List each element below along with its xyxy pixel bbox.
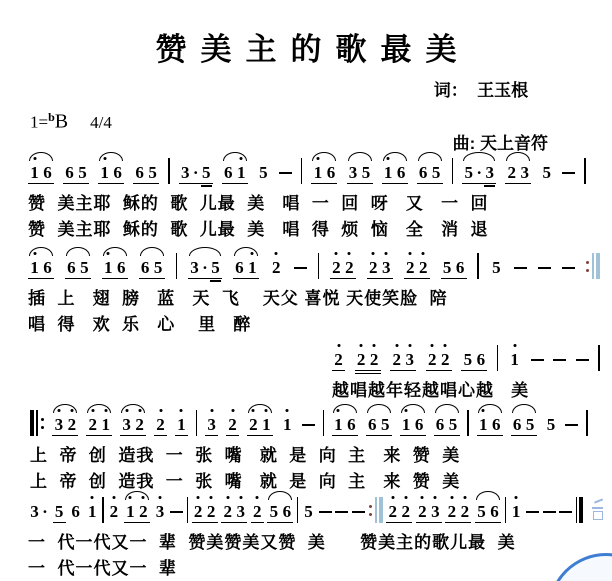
note-group bbox=[175, 406, 188, 436]
barline bbox=[297, 497, 299, 523]
note: 5 bbox=[448, 415, 458, 434]
note-group bbox=[52, 406, 78, 436]
note-group bbox=[205, 406, 218, 436]
note: 5 bbox=[431, 163, 441, 182]
note-group bbox=[400, 406, 426, 436]
note: 1 bbox=[510, 493, 523, 520]
note-group bbox=[510, 493, 523, 524]
note-group bbox=[545, 406, 558, 437]
note: 3 bbox=[205, 406, 218, 433]
note-group bbox=[221, 493, 247, 523]
note: 2 bbox=[426, 341, 439, 368]
note: 1 bbox=[400, 406, 413, 433]
note: 2 bbox=[439, 341, 452, 368]
note: 1 bbox=[311, 154, 324, 181]
lyric-line: 上 帝 创 造我 一 张 嘴 就 是 向 主 来 赞 美 bbox=[30, 472, 461, 492]
note: 2 bbox=[330, 249, 343, 276]
note-group bbox=[330, 249, 356, 279]
note: 2 bbox=[205, 493, 218, 520]
note: 6 bbox=[490, 502, 499, 521]
note: 1 bbox=[28, 249, 41, 276]
final-barline bbox=[576, 497, 584, 523]
note: 2 bbox=[390, 341, 403, 368]
note: 5 bbox=[209, 249, 222, 276]
note: 6 bbox=[43, 163, 52, 182]
note-group bbox=[332, 341, 345, 371]
duration-dash bbox=[562, 267, 575, 269]
note: 2 bbox=[154, 406, 167, 433]
note: 6 bbox=[455, 258, 465, 277]
note: 1 bbox=[124, 493, 137, 520]
barline bbox=[497, 345, 499, 371]
lyric-line: 一 代一代又一 辈 赞美赞美又赞 美 赞美主的歌儿最 美 bbox=[28, 533, 516, 552]
note: 2 bbox=[221, 493, 234, 520]
note-group bbox=[69, 493, 82, 524]
notes-row bbox=[28, 150, 586, 184]
note: 5 bbox=[492, 257, 501, 277]
note: 1 bbox=[246, 249, 259, 276]
barline bbox=[586, 410, 588, 436]
note-group bbox=[386, 493, 412, 523]
duration-dash bbox=[526, 511, 539, 513]
note: 2 bbox=[417, 249, 430, 276]
note: 2 bbox=[86, 406, 99, 433]
note: 2 bbox=[192, 493, 205, 520]
lyric-line: 插 上 翅 膀 蓝 天 飞 天父 喜悦 天使笑脸 陪 bbox=[28, 289, 448, 308]
note: 2 bbox=[458, 493, 471, 520]
note: 5 bbox=[80, 258, 89, 277]
note: 6 bbox=[512, 415, 522, 434]
note-group bbox=[133, 154, 159, 184]
note-group bbox=[311, 154, 337, 184]
note-group bbox=[417, 154, 443, 184]
note: 2 bbox=[247, 406, 260, 433]
note: 5 bbox=[361, 163, 371, 182]
note: 6 bbox=[396, 163, 406, 182]
flat-sign: b bbox=[48, 110, 55, 124]
note: 6 bbox=[113, 163, 122, 182]
repeat-dots bbox=[369, 505, 372, 516]
note: 2 bbox=[251, 493, 264, 520]
note-group bbox=[124, 493, 150, 523]
lyric-line: 赞 美主耶 稣的 歌 儿最 美 唱 一 回 呀 又 一 回 bbox=[28, 194, 489, 213]
repeat-start-barline bbox=[30, 410, 45, 436]
note: 1 bbox=[508, 341, 521, 368]
note-group bbox=[477, 406, 503, 436]
note: 5 bbox=[381, 415, 390, 434]
note: 3 bbox=[120, 406, 133, 433]
duration-dash bbox=[302, 424, 315, 426]
note-group bbox=[426, 341, 452, 371]
note: 1 bbox=[477, 406, 490, 433]
barline bbox=[168, 158, 170, 184]
note-group bbox=[222, 154, 248, 184]
time-signature: 4/4 bbox=[90, 112, 112, 132]
note: 6 bbox=[282, 502, 292, 521]
note: 5 bbox=[525, 415, 535, 434]
repeat-end-barline bbox=[585, 253, 600, 279]
note-group bbox=[28, 493, 49, 524]
note-group bbox=[251, 493, 264, 523]
note-group bbox=[404, 249, 430, 279]
note: 3 bbox=[520, 163, 529, 182]
note-group bbox=[382, 154, 408, 184]
note: 6 bbox=[224, 163, 233, 182]
note-group bbox=[505, 154, 531, 184]
note: 5 bbox=[259, 162, 268, 182]
note: 5 bbox=[542, 162, 552, 182]
note: 6 bbox=[43, 258, 52, 277]
note: 3 bbox=[483, 154, 496, 181]
note: 2 bbox=[137, 493, 150, 520]
note-group bbox=[153, 493, 166, 524]
note: 1 bbox=[175, 406, 188, 433]
note: 3 bbox=[380, 249, 393, 276]
music-system bbox=[332, 337, 600, 402]
note-group bbox=[511, 406, 537, 436]
note-group bbox=[65, 249, 91, 279]
notes-row bbox=[28, 489, 606, 523]
key-letter: B bbox=[54, 110, 69, 133]
key-prefix: 1= bbox=[30, 112, 49, 132]
note: 6 bbox=[347, 415, 356, 434]
note: 1 bbox=[99, 406, 112, 433]
barline bbox=[467, 410, 469, 436]
barline bbox=[318, 253, 320, 279]
song-title: 赞美主的歌最美 bbox=[155, 32, 471, 67]
note: 1 bbox=[260, 406, 273, 433]
note: 6 bbox=[414, 415, 424, 434]
note: 2 bbox=[399, 493, 412, 520]
note-group bbox=[475, 493, 501, 523]
duration-dash bbox=[576, 359, 589, 361]
note-group bbox=[188, 249, 222, 279]
augmentation-dot: · bbox=[476, 163, 483, 182]
note-group bbox=[490, 249, 503, 280]
barline bbox=[323, 410, 325, 436]
note-group bbox=[270, 249, 283, 280]
barline bbox=[598, 345, 600, 371]
duration-dash bbox=[279, 172, 292, 174]
augmentation-dot: · bbox=[202, 258, 208, 277]
barline bbox=[584, 158, 586, 184]
key-signature bbox=[30, 110, 112, 134]
duration-dash bbox=[335, 511, 348, 513]
duration-dash bbox=[559, 511, 572, 513]
note-group bbox=[367, 249, 393, 279]
note: 6 bbox=[65, 163, 74, 182]
notes-row bbox=[332, 337, 600, 371]
note: 1 bbox=[86, 493, 99, 520]
note: 3 bbox=[403, 341, 416, 368]
note: 1 bbox=[98, 154, 111, 181]
note: 3 bbox=[429, 493, 442, 520]
composer-credit: 曲: 天上音符 bbox=[452, 133, 548, 153]
note-group bbox=[416, 493, 442, 523]
note: 5 bbox=[54, 502, 64, 521]
note-group bbox=[86, 406, 112, 436]
note: 2 bbox=[445, 493, 458, 520]
note-group bbox=[179, 154, 213, 184]
note: 6 bbox=[140, 258, 150, 277]
note: 3 bbox=[348, 163, 358, 182]
note-group bbox=[53, 493, 66, 523]
note-group bbox=[347, 154, 373, 184]
note-group bbox=[28, 249, 54, 279]
music-system bbox=[30, 402, 588, 493]
note: 6 bbox=[326, 163, 336, 182]
note: 2 bbox=[404, 249, 417, 276]
duration-dash bbox=[294, 267, 307, 269]
lyricist-credit: 词： 王玉根 bbox=[433, 81, 529, 100]
lyric-line: 一 代一代又一 辈 bbox=[28, 559, 177, 579]
barline bbox=[102, 497, 104, 523]
note-group bbox=[267, 493, 293, 523]
note: 6 bbox=[117, 258, 126, 277]
note-group bbox=[445, 493, 471, 523]
note: 2 bbox=[416, 493, 429, 520]
note-group bbox=[281, 406, 294, 437]
note: 2 bbox=[65, 406, 78, 433]
notes-row bbox=[28, 245, 600, 279]
note: 5 bbox=[200, 154, 213, 181]
note: 2 bbox=[367, 249, 380, 276]
note: 2 bbox=[386, 493, 399, 520]
note: 5 bbox=[148, 163, 157, 182]
note: 1 bbox=[28, 154, 41, 181]
note-group bbox=[462, 154, 496, 184]
note: 5 bbox=[269, 502, 279, 521]
note: 6 bbox=[368, 415, 377, 434]
note-group bbox=[441, 249, 467, 279]
note: 2 bbox=[507, 163, 516, 182]
note-group bbox=[63, 154, 89, 184]
note: 6 bbox=[492, 415, 501, 434]
note-group bbox=[98, 154, 124, 184]
note-group bbox=[28, 154, 54, 184]
note: 6 bbox=[71, 501, 80, 521]
note: 2 bbox=[133, 406, 146, 433]
note: 6 bbox=[67, 258, 76, 277]
duration-dash bbox=[543, 511, 556, 513]
note: 6 bbox=[435, 415, 445, 434]
lyric-line: 赞 美主耶 稣的 歌 儿最 美 唱 得 烦 恼 全 消 退 bbox=[28, 220, 489, 240]
note-group bbox=[540, 154, 553, 185]
note-group bbox=[120, 406, 146, 436]
note: 1 bbox=[235, 154, 248, 181]
augmentation-dot: · bbox=[192, 163, 199, 182]
duration-dash bbox=[170, 511, 183, 513]
music-system bbox=[28, 150, 586, 241]
barline bbox=[505, 497, 507, 523]
note-group bbox=[247, 406, 273, 436]
note: 5 bbox=[442, 258, 452, 277]
note: 6 bbox=[235, 258, 244, 277]
lyric-line: 越唱越年轻越唱心越 美 bbox=[332, 381, 530, 400]
augmentation-dot: · bbox=[42, 501, 48, 521]
note-group bbox=[461, 341, 487, 371]
note: 1 bbox=[281, 406, 294, 433]
duration-dash bbox=[562, 172, 575, 174]
repeat-dots bbox=[41, 418, 44, 429]
duration-dash bbox=[319, 511, 332, 513]
note: 1 bbox=[382, 154, 395, 181]
barline bbox=[477, 253, 479, 279]
note-group bbox=[508, 341, 521, 372]
note: 3 bbox=[180, 163, 190, 182]
note-group bbox=[226, 406, 239, 436]
note: 2 bbox=[343, 249, 356, 276]
duration-dash bbox=[553, 359, 566, 361]
note-group bbox=[355, 341, 381, 371]
note: 6 bbox=[476, 350, 486, 369]
note: 5 bbox=[546, 414, 556, 434]
barline bbox=[196, 410, 198, 436]
duration-dash bbox=[565, 424, 578, 426]
note: 3 bbox=[153, 493, 166, 520]
barline bbox=[176, 253, 178, 279]
watermark-stamp bbox=[590, 497, 606, 523]
note: 5 bbox=[477, 502, 486, 521]
note-group bbox=[192, 493, 218, 523]
note-group bbox=[102, 249, 128, 279]
note-group bbox=[154, 406, 167, 436]
lyric-line: 唱 得 欢 乐 心 里 醉 bbox=[28, 315, 252, 335]
note: 5 bbox=[304, 501, 313, 521]
note: 2 bbox=[332, 341, 345, 368]
lyric-line: 上 帝 创 造我 一 张 嘴 就 是 向 主 来 赞 美 bbox=[30, 446, 461, 465]
note-group bbox=[139, 249, 165, 279]
note: 5 bbox=[463, 350, 473, 369]
note: 5 bbox=[153, 258, 163, 277]
repeat-end-barline bbox=[368, 497, 383, 523]
barline bbox=[187, 497, 189, 523]
note-group bbox=[434, 406, 460, 436]
note: 6 bbox=[418, 163, 428, 182]
duration-dash bbox=[538, 267, 551, 269]
note-group bbox=[366, 406, 392, 436]
music-system bbox=[28, 245, 600, 336]
duration-dash bbox=[531, 359, 544, 361]
note-group bbox=[302, 493, 315, 524]
note: 2 bbox=[107, 493, 120, 520]
repeat-dots bbox=[586, 261, 589, 272]
barline bbox=[301, 158, 303, 184]
note-group bbox=[390, 341, 416, 371]
note: 2 bbox=[368, 341, 381, 368]
note: 3 bbox=[234, 493, 247, 520]
note: 3 bbox=[30, 501, 39, 521]
note-group bbox=[86, 493, 99, 524]
duration-dash bbox=[352, 511, 365, 513]
note: 3 bbox=[52, 406, 65, 433]
note: 3 bbox=[190, 258, 199, 277]
music-system bbox=[28, 489, 606, 580]
note-group bbox=[332, 406, 358, 436]
note-group bbox=[257, 154, 270, 185]
duration-dash bbox=[514, 267, 527, 269]
note: 5 bbox=[464, 163, 473, 182]
note: 2 bbox=[270, 249, 283, 276]
barline bbox=[452, 158, 454, 184]
note: 6 bbox=[135, 163, 144, 182]
note: 1 bbox=[332, 406, 345, 433]
note: 5 bbox=[78, 163, 87, 182]
note-group bbox=[107, 493, 120, 524]
note: 2 bbox=[355, 341, 368, 368]
note-group bbox=[233, 249, 259, 279]
note: 2 bbox=[226, 406, 239, 433]
note: 1 bbox=[102, 249, 115, 276]
notes-row bbox=[30, 402, 588, 436]
